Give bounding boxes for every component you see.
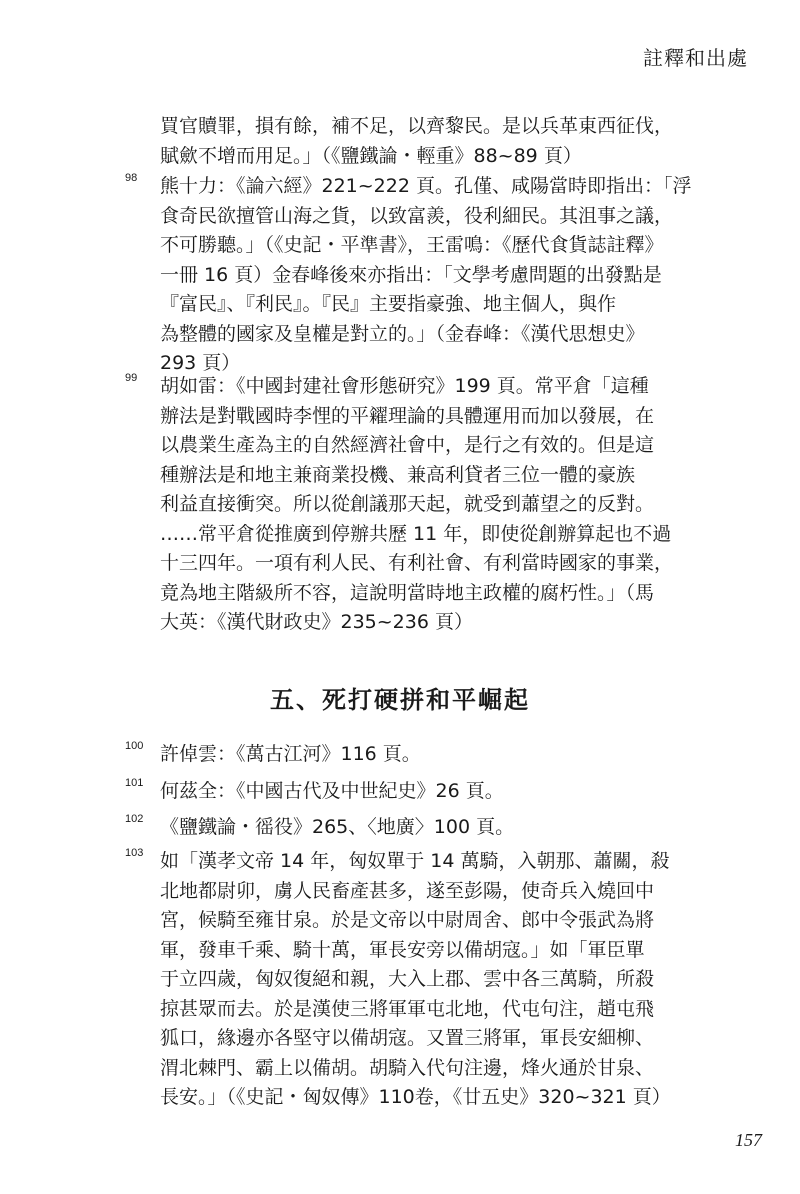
footnote-102 <box>160 813 695 843</box>
text-line: 許倬雲：《萬古江河》116 頁。 <box>160 743 421 765</box>
footnote-100 <box>160 740 695 770</box>
page-number: 157 <box>735 1130 762 1150</box>
text-line: 『富民』、『利民』。『民』主要指豪強、地主個人，與作 <box>160 293 617 315</box>
text-line: 胡如雷：《中國封建社會形態研究》199 頁。常平倉「這種 <box>160 375 649 397</box>
text-line: 以農業生產為主的自然經濟社會中，是行之有效的。但是這 <box>160 434 655 456</box>
text-line: 利益直接衝突。所以從創議那天起，就受到蕭望之的反對。 <box>160 493 655 515</box>
footnote-number: 101 <box>125 777 144 789</box>
text-line: 軍，發車千乘、騎十萬，軍長安旁以備胡寇。」如「軍臣單 <box>160 938 645 961</box>
text-line: 于立四歲，匈奴復絕和親，大入上郡、雲中各三萬騎，所殺 <box>160 968 655 990</box>
text-line: 食奇民欲擅管山海之貨，以致富羨，役利細民。其沮事之議， <box>160 204 674 227</box>
running-head: 註釋和出處 <box>643 46 748 70</box>
footnote-99 <box>160 372 695 638</box>
text-line: 《鹽鐵論・徭役》265、〈地廣〉100 頁。 <box>160 816 515 838</box>
footnote-number: 99 <box>125 372 138 384</box>
continuation-text <box>160 112 695 171</box>
text-line: 十三四年。一項有利人民、有利社會、有利當時國家的事業， <box>160 552 674 574</box>
text-line: 北地都尉卯，虜人民畜產甚多，遂至彭陽，使奇兵入燒回中 <box>160 879 655 902</box>
text-line: 竟為地主階級所不容，這說明當時地主政權的腐朽性。」（馬 <box>160 581 655 604</box>
text-line: 賦歛不增而用足。」（《鹽鐵論・輕重》88~89 頁） <box>160 144 582 167</box>
text-line: 為整體的國家及皇權是對立的。」（金春峰：《漢代思想史》 <box>160 322 645 345</box>
text-line: 宮，候騎至雍甘泉。於是文帝以中尉周舍、郎中令張武為將 <box>160 909 655 931</box>
footnote-number: 102 <box>125 813 144 825</box>
text-line: ……常平倉從推廣到停辦共歷 11 年，即使從創辦算起也不過 <box>160 522 672 545</box>
text-line: 種辦法是和地主兼商業投機、兼高利貸者三位一體的豪族 <box>160 463 636 486</box>
text-line: 熊十力：《論六經》221~222 頁。孔僅、咸陽當時即指出：「浮 <box>160 175 692 197</box>
text-line: 293 頁） <box>160 352 241 374</box>
footnote-number: 100 <box>125 740 144 752</box>
text-line: 何茲全：《中國古代及中世紀史》26 頁。 <box>160 780 504 802</box>
text-line: 不可勝聽。」（《史記・平準書》，王雷鳴：《歷代食貨誌註釋》 <box>160 234 664 256</box>
footnote-number: 103 <box>125 847 144 859</box>
text-line: 辦法是對戰國時李悝的平糴理論的具體運用而加以發展，在 <box>160 404 655 427</box>
footnote-number: 98 <box>125 172 138 184</box>
text-line: 長安。」（《史記・匈奴傳》110卷，《廿五史》320~321 頁） <box>160 1086 671 1108</box>
section-title: 五、死打硬拼和平崛起 <box>270 686 530 714</box>
text-line: 買官贖罪，損有餘，補不足，以齊黎民。是以兵革東西征伐， <box>160 115 674 137</box>
text-line: 大英：《漢代財政史》235~236 頁） <box>160 611 473 633</box>
footnote-98 <box>160 172 695 379</box>
text-line: 狐口，緣邊亦各堅守以備胡寇。又置三將軍，軍長安細柳、 <box>160 1027 655 1049</box>
text-line: 一冊 16 頁）金春峰後來亦指出：「文學考慮問題的出發點是 <box>160 263 662 286</box>
text-line: 掠甚眾而去。於是漢使三將軍軍屯北地，代屯句注，趙屯飛 <box>160 997 655 1020</box>
text-line: 如「漢孝文帝 14 年，匈奴單于 14 萬騎，入朝那、蕭關，殺 <box>160 850 670 872</box>
footnote-103 <box>160 847 695 1113</box>
footnote-101 <box>160 777 695 807</box>
text-line: 渭北棘門、霸上以備胡。胡騎入代句注邊，烽火通於甘泉、 <box>160 1056 655 1079</box>
